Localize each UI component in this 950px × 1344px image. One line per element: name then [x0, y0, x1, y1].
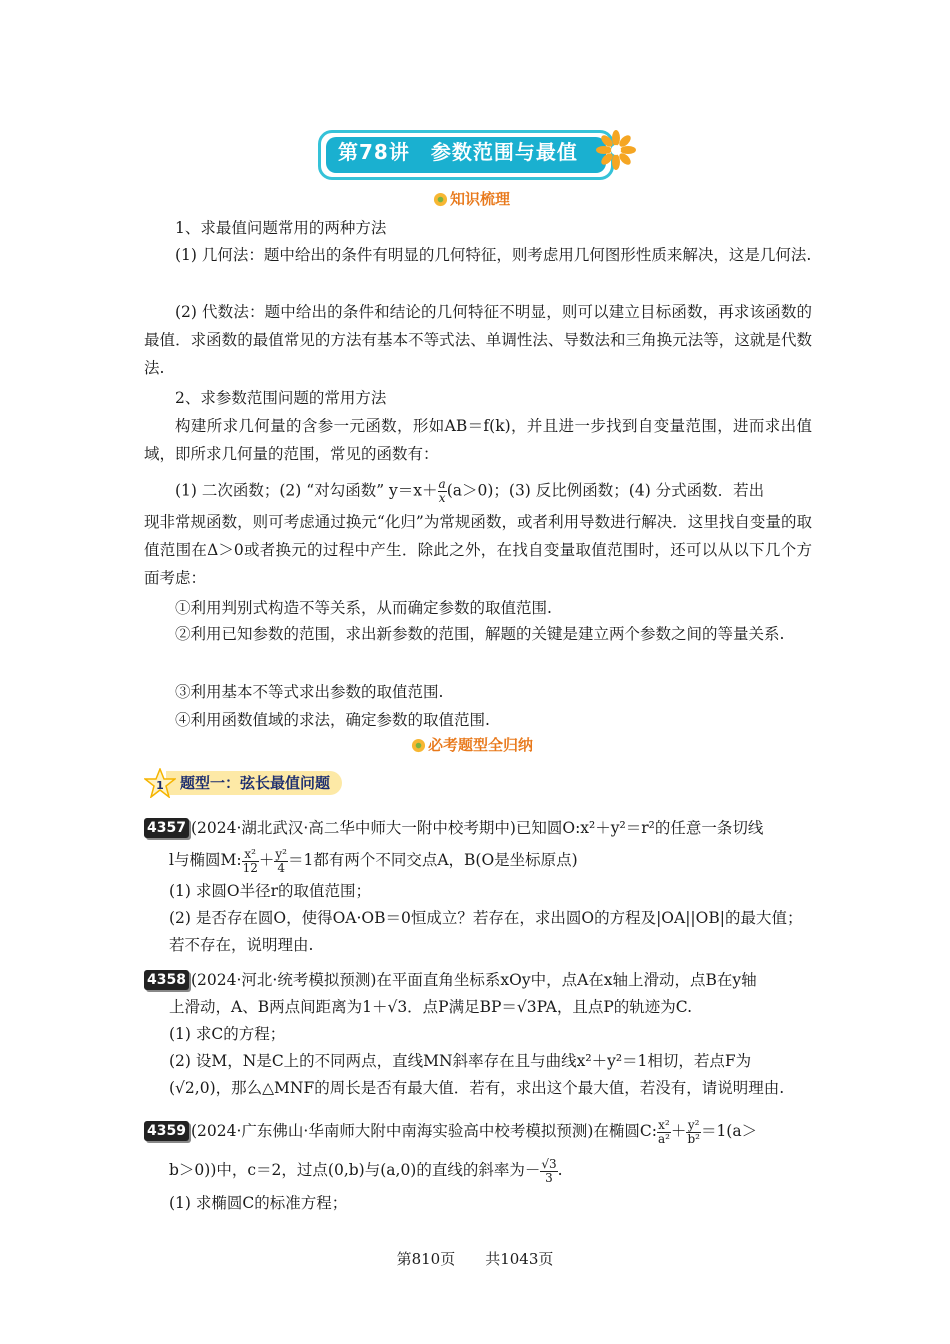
sun-flower-icon	[433, 192, 448, 207]
q4358-part2: (2) 设M，N是C上的不同两点，直线MN斜率存在且与曲线x²＋y²＝1相切，若点F为(√2,0)，那么△MNF的周长是否有最大值．若有，求出这个最大值，若没有，请说明理由.	[169, 1052, 785, 1097]
lecture-title: 第78讲 参数范围与最值	[326, 137, 606, 173]
page-footer: 第810页 共1043页	[396, 1250, 554, 1268]
construct-function-text: 构建所求几何量的含参一元函数，形如AB＝f(k)，并且进一步找到自变量范围，进而求出值域，即所求几何量的范围，常见的函数有：	[144, 417, 812, 463]
section-heading-types	[411, 734, 533, 755]
sun-flower-icon	[411, 738, 426, 753]
q4357-stem2b: ＝1都有两个不同交点A，B(O是坐标原点)	[287, 851, 578, 869]
algebra-method: (2) 代数法：题中给出的条件和结论的几何特征不明显，则可以建立目标函数，再求该函数的最值．求函数的最值常见的方法有基本不等式法、单调性法、导数法和三角换元法等，这就是代数法.	[144, 303, 812, 377]
fraction-a-over-x: $\frac{a}{x}$	[438, 477, 446, 505]
frac-sqrt3-over-3: $\frac{√3}{3}$	[541, 1156, 557, 1185]
frac-y2-over-4: $\frac{\text{y²}}{4}$	[275, 846, 287, 875]
frac-x2-over-12: $\frac{\text{x²}}{12}$	[242, 846, 258, 875]
q4357-part1: (1) 求圆O半径r的取值范围；	[169, 882, 372, 900]
q4358-line1	[144, 967, 812, 994]
question-number: 4357	[144, 818, 189, 838]
function-types-part-b: (a＞0)；(3) 反比例函数；(4) 分式函数．若出	[446, 481, 765, 500]
q4358-part1: (1) 求C的方程；	[169, 1025, 286, 1043]
item-value-range: ④利用函数值域的求法，确定参数的取值范围.	[175, 711, 490, 729]
flower-icon	[596, 130, 636, 170]
question-number: 4358	[144, 970, 189, 990]
q4357-line1	[144, 815, 812, 842]
lecture-title-banner	[318, 130, 614, 180]
star-number-icon	[144, 768, 176, 798]
q4357-part2: (2) 是否存在圆O，使得OA·OB＝0恒成立？若存在，求出圆O的方程及|OA||OB|的最大值；若不存在，说明理由.	[169, 909, 803, 954]
geometry-method: (1) 几何法：题中给出的条件有明显的几何特征，则考虑用几何图形性质来解决，这是几何法.	[175, 246, 812, 264]
q4359-line1: 4359 (2024·广东佛山·华南师大附中南海实验高中校考模拟预测)在椭圆C: $\frac{\text{x²}}{\text{a²}}$ ＋ $\frac{\text{y²}}{\text{b²}}$ ＝1(a＞	[144, 1112, 812, 1150]
item-known-params: ②利用已知参数的范围，求出新参数的范围，解题的关键是建立两个参数之间的等量关系.	[175, 625, 785, 643]
q4357-stem: (2024·湖北武汉·高二华中师大一附中校考期中)已知圆O:x²＋y²＝r²的任意一条切线	[190, 819, 764, 837]
q4357-stem2a: l与椭圆M:	[169, 851, 242, 869]
section-heading-text: 必考题型全归纳	[428, 736, 534, 754]
section-heading-text: 知识梳理	[450, 190, 511, 208]
q4358-stem: (2024·河北·统考模拟预测)在平面直角坐标系xOy中，点A在x轴上滑动，点B在y轴	[190, 971, 757, 989]
nonstandard-function-text: 现非常规函数，则可考虑通过换元“化归”为常规函数，或者利用导数进行解决．这里找自变量的取值范围在Δ＞0或者换元的过程中产生．除此之外，在找自变量取值范围时，还可以从以下几个方面考虑：	[144, 513, 812, 587]
q4359-stem: (2024·广东佛山·华南师大附中南海实验高中校考模拟预测)在椭圆C:	[190, 1122, 657, 1140]
frac-y2-over-b2: $\frac{\text{y²}}{\text{b²}}$	[687, 1117, 700, 1146]
type-one-banner	[144, 768, 344, 798]
question-4359	[144, 1112, 812, 1217]
heading-range-methods: 2、求参数范围问题的常用方法	[175, 389, 387, 407]
q4359-line2: b＞0))中，c＝2，过点(0,b)与(a,0)的直线的斜率为－ $\frac{√3}{3}$ .	[169, 1156, 563, 1185]
question-4358	[144, 967, 812, 1102]
item-discriminant: ①利用判别式构造不等关系，从而确定参数的取值范围.	[175, 599, 552, 617]
question-4357	[144, 815, 812, 959]
q4358-line2: 上滑动，A、B两点间距离为1＋√3．点P满足BP＝√3PA，且点P的轨迹为C.	[169, 998, 693, 1016]
type-number: 1	[156, 779, 164, 792]
q4359-stem-tail: ＝1(a＞	[700, 1122, 758, 1140]
q4357-line2: l与椭圆M: $\frac{\text{x²}}{12}$ ＋ $\frac{\text{y²}}{4}$ ＝1都有两个不同交点A，B(O是坐标原点)	[169, 846, 578, 875]
type-one-title: 题型一：弦长最值问题	[180, 774, 331, 792]
heading-max-methods: 1、求最值问题常用的两种方法	[175, 219, 387, 237]
frac-x2-over-a2: $\frac{\text{x²}}{\text{a²}}$	[657, 1117, 670, 1146]
section-heading-knowledge	[433, 188, 510, 209]
item-basic-inequality: ③利用基本不等式求出参数的取值范围.	[175, 683, 444, 701]
q4359-part1: (1) 求椭圆C的标准方程；	[169, 1194, 348, 1212]
function-types-part-a: (1) 二次函数；(2) “对勾函数” y＝x＋	[175, 481, 438, 500]
q4359-stem2: b＞0))中，c＝2，过点(0,b)与(a,0)的直线的斜率为－	[169, 1161, 541, 1179]
question-number: 4359	[144, 1121, 189, 1141]
function-types-line	[175, 478, 764, 505]
